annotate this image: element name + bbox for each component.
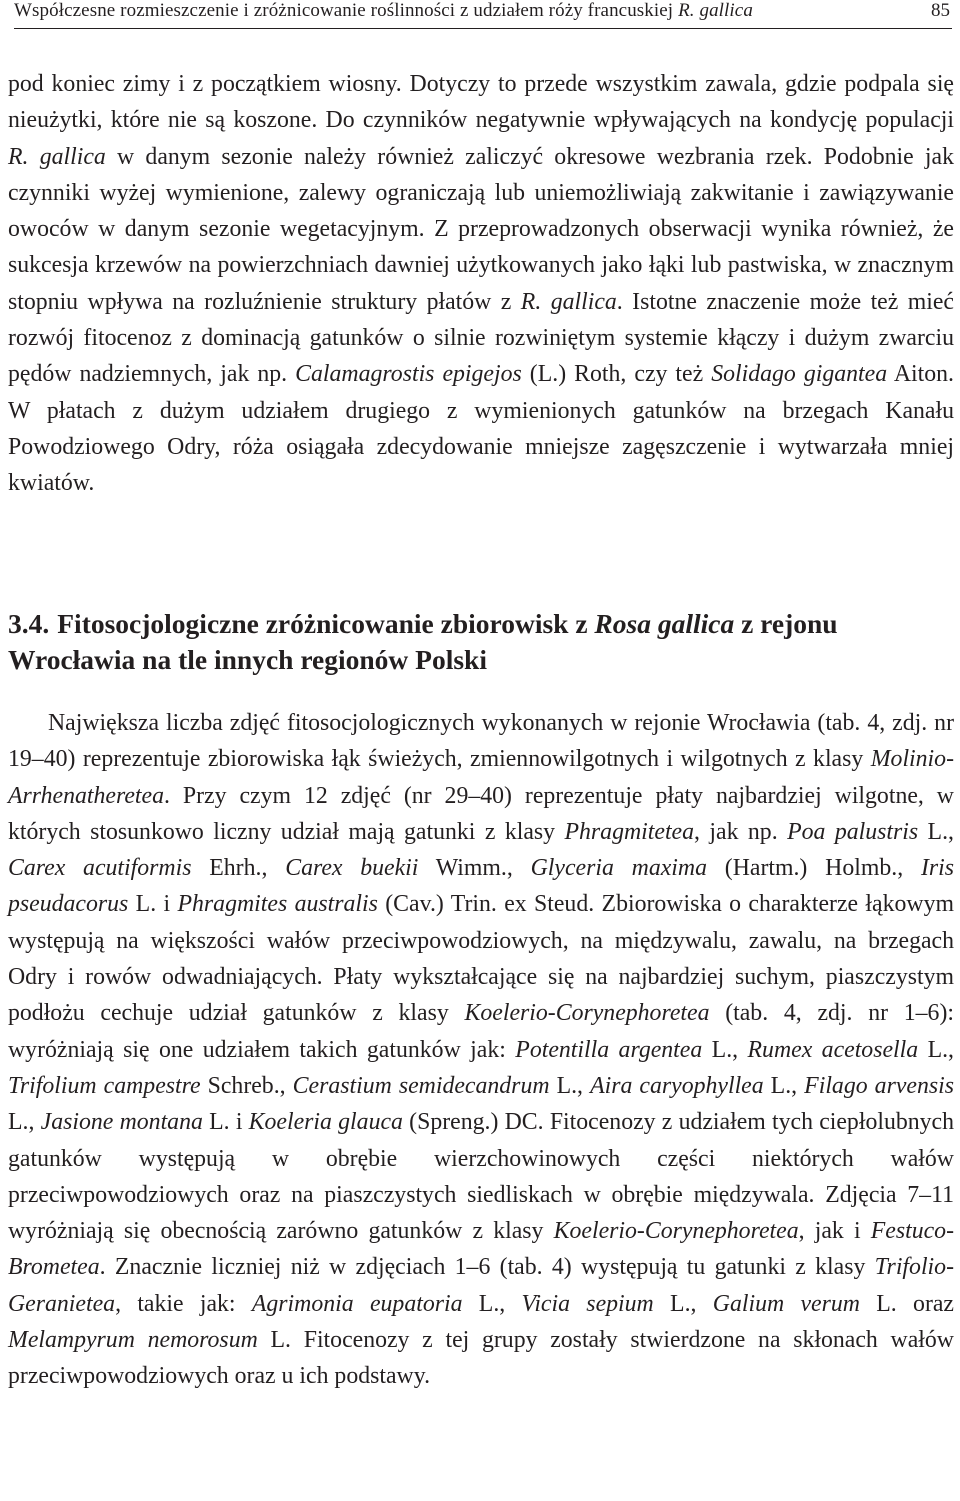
species-name: Carex buekii — [285, 855, 419, 882]
species-name: Poa palustris — [787, 818, 919, 845]
species-name: Potentilla argentea — [515, 1036, 703, 1063]
syntaxon-name: Koelerio-Corynephoretea — [464, 1000, 710, 1027]
species-name: R. gallica — [520, 288, 617, 315]
section-species: Rosa gallica — [594, 608, 735, 639]
species-name: Glyceria maxima — [530, 855, 707, 882]
section-number: 3.4. — [8, 608, 50, 639]
syntaxon-name: Trifolio-Geranietea — [8, 1254, 954, 1317]
species-name: Phragmites australis — [177, 891, 378, 918]
species-name: Vicia sepium — [521, 1290, 654, 1317]
species-name: Jasione montana — [40, 1109, 203, 1136]
species-name: Trifolium campestre — [8, 1072, 201, 1099]
species-name: Agrimonia eupatoria — [251, 1290, 463, 1317]
species-name: Aira caryophyllea — [590, 1072, 764, 1099]
species-name: Solidago gigantea — [711, 361, 888, 388]
section-heading-line-1: 3.4. Fitosocjologiczne zróżnicowanie zbiorowisk z Rosa gallica z rejonu — [8, 608, 838, 639]
running-head — [14, 0, 952, 29]
species-name: R. gallica — [8, 143, 106, 170]
species-name: Melampyrum nemorosum — [8, 1327, 258, 1354]
species-name: Calamagrostis epigejos — [295, 361, 522, 388]
syntaxon-name: Phragmitetea — [564, 818, 695, 845]
syntaxon-name: Koelerio-Corynephoretea — [553, 1218, 799, 1245]
species-name: Koeleria glauca — [248, 1109, 403, 1136]
page-number: 85 — [931, 0, 950, 21]
syntaxon-name: Festuco-Brometea — [8, 1218, 954, 1281]
paragraph-1: pod koniec zimy i z początkiem wiosny. Dotyczy to przede wszystkim zawala, gdzie podpala się nieużytki, które nie są koszone. Do czynników negatywnie wpływających na kondycję populacji R. gallica w danym sezonie należy również zaliczyć okresowe wezbrania rzek. Podobnie jak czynniki wyżej wymienione, zalewy ograniczają lub uniemożliwiają zakwitanie i zawiązywanie owoców w danym sezonie wegetacyjnym. Z przeprowadzonych obserwacji wynika również, że sukcesja krzewów na powierzchniach dawniej użytkowanych jako łąki lub pastwiska, w znacznym stopniu wpływa na rozluźnienie struktury płatów z R. gallica. Istotne znaczenie może też mieć rozwój fitocenoz z dominacją gatunków o silnie rozwiniętym systemie kłączy i dużym zwarciu pędów nadziemnych, jak np. Calamagrostis epigejos (L.) Roth, czy też Solidago gigantea Aiton. W płatach z dużym udziałem drugiego z wymienionych gatunków na brzegach Kanału Powodziowego Odry, róża osiągała zdecydowanie mniejsze zagęszczenie i wytwarzała mniej kwiatów. — [8, 71, 954, 497]
species-name: Rumex acetosella — [747, 1036, 919, 1063]
section-heading — [8, 606, 954, 678]
section-heading-line-2: Wrocławia na tle innych regionów Polski — [8, 644, 487, 675]
species-name: Cerastium semidecandrum — [292, 1072, 550, 1099]
paragraph-2: Największa liczba zdjęć fitosocjologicznych wykonanych w rejonie Wrocławia (tab. 4, zdj. nr 19–40) reprezentuje zbiorowiska łąk świeżych, zmiennowilgotnych i wilgotnych z klasy Molinio-Arrhenatheretea. Przy czym 12 zdjęć (nr 29–40) reprezentuje płaty najbardziej wilgotne, w których stosunkowo liczny udział mają gatunki z klasy Phragmitetea, jak np. Poa palustris L., Carex acutiformis Ehrh., Carex buekii Wimm., Glyceria maxima (Hartm.) Holmb., Iris pseudacorus L. i Phragmites australis (Cav.) Trin. ex Steud. Zbiorowiska o charakterze łąkowym występują na większości wałów przeciwpowodziowych, na międzywalu, zawalu, na brzegach Odry i rowów odwadniających. Płaty wykształcające się na najbardziej suchym, piaszczystym podłożu cechuje udział gatunków z klasy Koelerio-Corynephoretea (tab. 4, zdj. nr 1–6): wyróżniają się one udziałem takich gatunków jak: Potentilla argentea L., Rumex acetosella L., Trifolium campestre Schreb., Cerastium semidecandrum L., Aira caryophyllea L., Filago arvensis L., Jasione montana L. i Koeleria glauca (Spreng.) DC. Fitocenozy z udziałem tych ciepłolubnych gatunków występują w obrębie wierzchowinowych części niektórych wałów przeciwpowodziowych oraz na piaszczystych siedliskach w obrębie międzywala. Zdjęcia 7–11 wyróżniają się obecnością zarówno gatunków z klasy Koelerio-Corynephoretea, jak i Festuco-Brometea. Znacznie liczniej niż w zdjęciach 1–6 (tab. 4) występują tu gatunki z klasy Trifolio-Geranietea, takie jak: Agrimonia eupatoria L., Vicia sepium L., Galium verum L. oraz Melampyrum nemorosum L. Fitocenozy z tej grupy zostały stwierdzone na skłonach wałów przeciwpowodziowych oraz u ich podstawy. — [8, 710, 955, 1390]
species-name: Filago arvensis — [804, 1072, 954, 1099]
species-name: Galium verum — [712, 1290, 860, 1317]
species-name: Iris pseudacorus — [8, 855, 954, 918]
species-name: Carex acutiformis — [8, 855, 192, 882]
running-head-species: R. gallica — [678, 0, 753, 21]
running-head-title: Współczesne rozmieszczenie i zróżnicowanie roślinności z udziałem róży francuskiej R. gallica — [14, 0, 753, 21]
syntaxon-name: Molinio-Arrhenatheretea — [8, 746, 954, 809]
